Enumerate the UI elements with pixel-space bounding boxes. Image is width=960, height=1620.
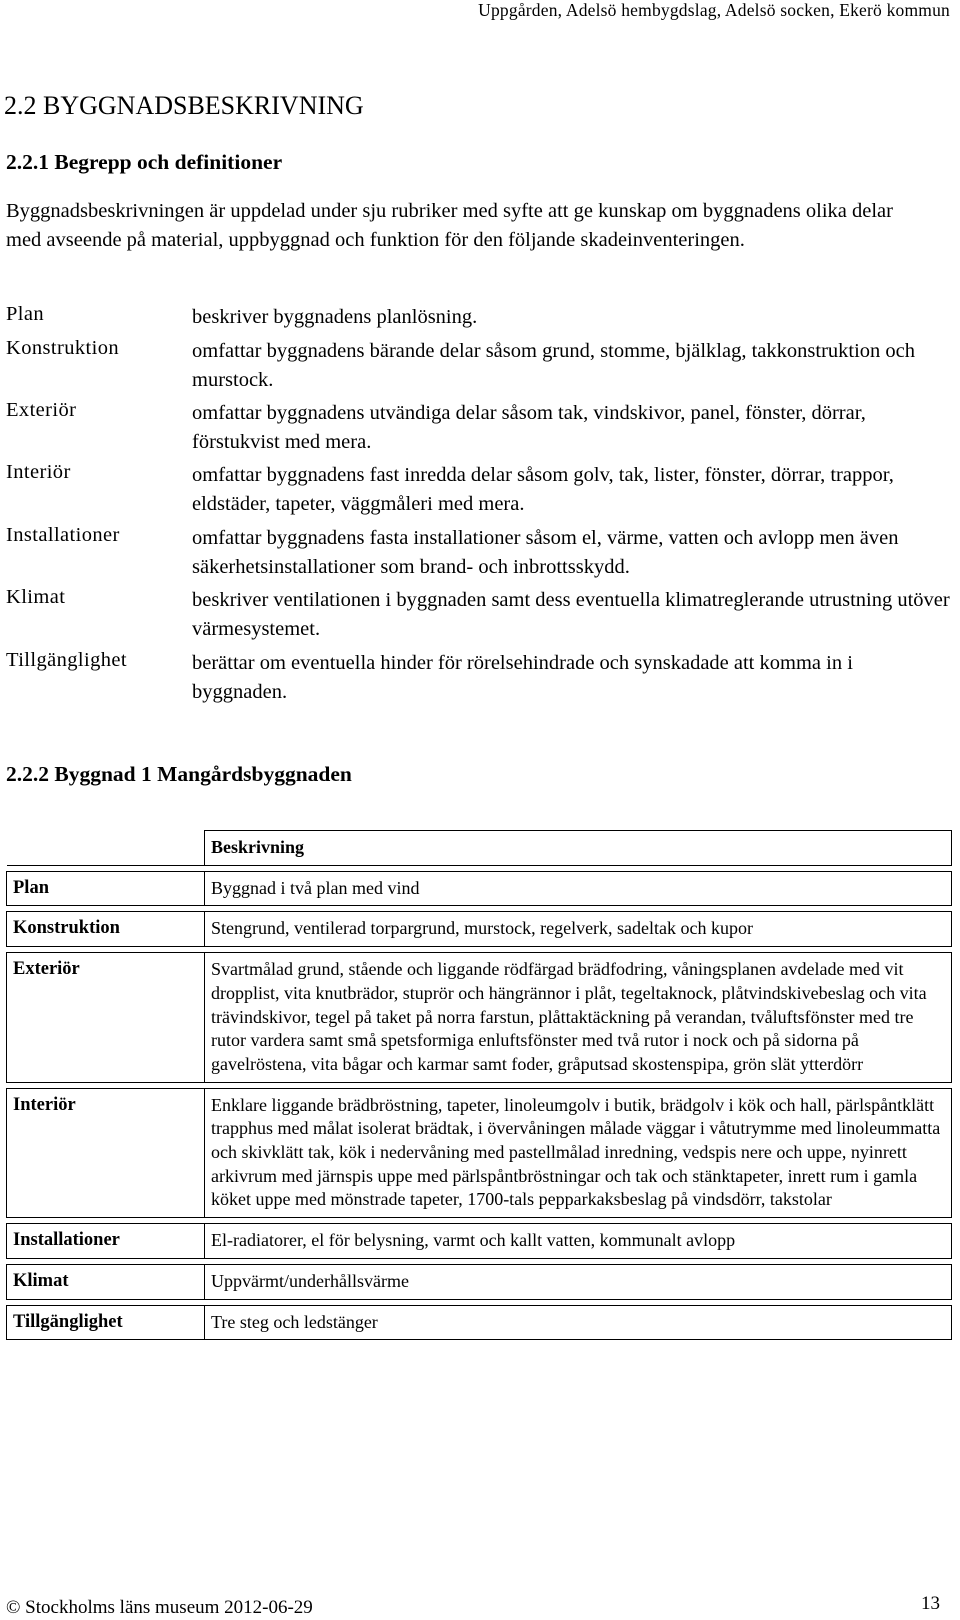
definition-description: omfattar byggnadens fast inredda delar såsom golv, tak, lister, fönster, dörrar, trappor, eldstäder, tapeter, väggmåleri med mera. bbox=[192, 464, 894, 515]
table-row bbox=[7, 1224, 952, 1259]
running-header: Uppgården, Adelsö hembygdslag, Adelsö socken, Ekerö kommun bbox=[478, 0, 950, 20]
table-row bbox=[7, 1264, 952, 1299]
table-row-label: Tillgänglighet bbox=[7, 1305, 205, 1340]
table-row bbox=[7, 1305, 952, 1340]
definition-term: Interiör bbox=[6, 461, 71, 483]
definition-description: omfattar byggnadens bärande delar såsom grund, stomme, bjälklag, takkonstruktion och murstock. bbox=[192, 340, 916, 391]
definition-description: omfattar byggnadens fasta installationer såsom el, värme, vatten och avlopp men även säkerhetsinstallationer som brand- och inbrottsskydd. bbox=[192, 527, 899, 578]
definition-term: Installationer bbox=[6, 524, 120, 546]
table-row-label: Installationer bbox=[7, 1224, 205, 1259]
table-row-text: Stengrund, ventilerad torpargrund, murstock, regelverk, sadeltak och kupor bbox=[205, 912, 952, 947]
footer-copyright: © Stockholms läns museum 2012-06-29 bbox=[6, 1597, 313, 1618]
definition-description: omfattar byggnadens utvändiga delar såsom tak, vindskivor, panel, fönster, dörrar, förstukvist med mera. bbox=[192, 402, 866, 453]
table-header-description: Beskrivning bbox=[205, 831, 952, 866]
table-row-label: Exteriör bbox=[7, 953, 205, 1083]
table-header-empty bbox=[7, 831, 205, 866]
table-row bbox=[7, 871, 952, 906]
table-row-text: Tre steg och ledstänger bbox=[205, 1305, 952, 1340]
table-row-text: Byggnad i två plan med vind bbox=[205, 871, 952, 906]
definition-term: Konstruktion bbox=[6, 337, 119, 359]
table-row-label: Klimat bbox=[7, 1264, 205, 1299]
subsection-title-definitions: 2.2.1 Begrepp och definitioner bbox=[6, 150, 283, 174]
subsection-title-building: 2.2.2 Byggnad 1 Mangårdsbyggnaden bbox=[6, 762, 352, 786]
table-row-text: Svartmålad grund, stående och liggande rödfärgad brädfodring, våningsplanen avdelade med vit dropplist, vita knutbrädor, stuprör och hängrännor i plåt, tegeltaknock, plåtvindskivebeslag och vita trävindskivor, tegel på taket på norra farstun, plåttaktäckning på verandan, tvåluftsfönster med tre rutor vardera samt små spetsformiga enluftsfönster med två rutor i nock och på sidorna på gavelröstena, vita bågar och karmar samt foder, gråputsad skostenspipa, grön slät ytterdörr bbox=[205, 953, 952, 1083]
intro-paragraph: Byggnadsbeskrivningen är uppdelad under sju rubriker med syfte att ge kunskap om byggnadens olika delar med avseende på material, uppbyggnad och funktion för den följande skadeinventeringen. bbox=[6, 200, 893, 251]
table-row bbox=[7, 912, 952, 947]
table-row-text: El-radiatorer, el för belysning, varmt och kallt vatten, kommunalt avlopp bbox=[205, 1224, 952, 1259]
table-row-label: Plan bbox=[7, 871, 205, 906]
table-header-row bbox=[7, 831, 952, 866]
table-row bbox=[7, 1088, 952, 1218]
table-row-label: Interiör bbox=[7, 1088, 205, 1218]
definition-term: Klimat bbox=[6, 586, 66, 608]
definition-description: beskriver ventilationen i byggnaden samt dess eventuella klimatreglerande utrustning utöver värmesystemet. bbox=[192, 589, 950, 640]
section-title: 2.2 BYGGNADSBESKRIVNING bbox=[4, 91, 364, 120]
definition-term: Exteriör bbox=[6, 399, 77, 421]
definition-term: Tillgänglighet bbox=[6, 649, 128, 671]
page-number: 13 bbox=[921, 1593, 940, 1614]
table-row-text: Enklare liggande brädbröstning, tapeter, linoleumgolv i butik, brädgolv i kök och hall, pärlspåntklätt trapphus med målat isolerat brädtak, i övervåningen målade väggar i våtutrymme med linoleummatta och skivklätt tak, kök i nedervåning med pastellmålad inredning, vedspis nere och uppe, nyinrett arkivrum med järnspis uppe med pärlspåntbröstningar och tak och stänktapeter, inrett rum i gamla köket uppe med mönstrade tapeter, 1700-tals pepparkaksbeslag på vindsdörr, takstolar bbox=[205, 1088, 952, 1218]
definition-description: berättar om eventuella hinder för rörelsehindrade och synskadade att komma in i byggnaden. bbox=[192, 652, 853, 703]
building-description-table bbox=[6, 830, 952, 1340]
definition-description: beskriver byggnadens planlösning. bbox=[192, 306, 478, 328]
definition-term: Plan bbox=[6, 303, 45, 325]
table-row-label: Konstruktion bbox=[7, 912, 205, 947]
table-row bbox=[7, 953, 952, 1083]
table-row-text: Uppvärmt/underhållsvärme bbox=[205, 1264, 952, 1299]
